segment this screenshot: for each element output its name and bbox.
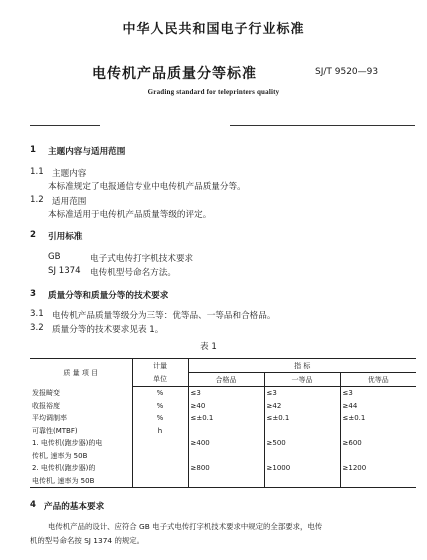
column-header-unit: 计量 xyxy=(132,359,188,373)
table-cell-grade-b xyxy=(264,425,340,438)
reference-code: SJ 1374 xyxy=(48,266,81,276)
table-row xyxy=(30,437,416,450)
section-3-2-text: 质量分等的技术要求见表 1。 xyxy=(52,325,164,335)
quality-table xyxy=(30,358,416,488)
standard-code: SJ/T 9520—93 xyxy=(315,67,379,77)
reference-title: 电子式电传打字机技术要求 xyxy=(90,254,194,264)
column-header-grade-first: 一等品 xyxy=(264,373,340,387)
table-cell-grade-c: ≥1200 xyxy=(342,464,367,473)
section-3-1-text: 电传机产品质量等级分为三等：优等品、一等品和合格品。 xyxy=(52,311,276,321)
table-cell-item: 电传机, 速率为 50B xyxy=(30,475,132,488)
section-1-heading: 主题内容与适用范围 xyxy=(48,147,126,157)
table-cell-grade-b: ≥1000 xyxy=(264,462,340,475)
table-row xyxy=(30,387,416,400)
table-cell-unit: % xyxy=(132,412,188,425)
table-cell-grade-b: ≤3 xyxy=(264,387,340,400)
table-cell-item: 平均调制率 xyxy=(30,412,132,425)
table-cell-grade-a xyxy=(188,425,264,438)
table-cell-item: 传机, 速率为 50B xyxy=(30,450,132,463)
reference-title: 电传机型号命名方法。 xyxy=(90,268,176,278)
table-cell-grade-c xyxy=(340,425,416,438)
reference-code: GB xyxy=(48,252,61,262)
table-cell-item: 收报裕度 xyxy=(30,400,132,413)
table-cell-unit xyxy=(132,462,188,475)
table-cell-grade-b: ≥500 xyxy=(264,437,340,450)
column-header-item: 质 量 项 目 xyxy=(30,359,132,387)
table-cell-grade-b: ≤±0.1 xyxy=(264,412,340,425)
column-header-grade-superior: 优等品 xyxy=(340,373,416,387)
divider-right xyxy=(230,125,415,126)
table-cell-unit xyxy=(132,475,188,488)
section-1-2-number: 1.2 xyxy=(30,195,44,205)
table-cell-unit xyxy=(132,437,188,450)
divider-left xyxy=(30,125,100,126)
table-cell-grade-c: ≤±0.1 xyxy=(342,414,366,423)
table-cell-grade-c: ≥600 xyxy=(342,439,362,448)
table-caption: 表 1 xyxy=(200,342,217,352)
section-1-2-heading: 适用范围 xyxy=(52,197,87,207)
table-cell-grade-c: ≥44 xyxy=(342,401,358,410)
section-1-1-text: 本标准规定了电报通信专业中电传机产品质量分等。 xyxy=(48,182,246,192)
column-header-grade-qualified: 合格品 xyxy=(188,373,264,387)
table-cell-grade-b xyxy=(264,475,340,488)
section-3-heading: 质量分等和质量分等的技术要求 xyxy=(48,291,169,301)
table-cell-grade-b xyxy=(264,450,340,463)
table-row xyxy=(30,475,416,488)
document-title: 电传机产品质量分等标准 xyxy=(92,66,257,82)
table-cell-item: 1. 电传机(跑步器)的电 xyxy=(30,437,132,450)
section-3-2-number: 3.2 xyxy=(30,323,44,333)
table-cell-grade-a: ≥40 xyxy=(188,400,264,413)
section-4-text-line-1: 电传机产品的设计、应符合 GB 电子式电传打字机技术要求中规定的全部要求，电传 xyxy=(48,522,323,531)
section-2-heading: 引用标准 xyxy=(48,232,83,242)
table-cell-item: 可靠性(MTBF) xyxy=(30,425,132,438)
table-row xyxy=(30,462,416,475)
table-row xyxy=(30,412,416,425)
section-4-text-line-2: 机的型号命名按 SJ 1374 的规定。 xyxy=(30,536,145,545)
table-cell-item: 发报畸变 xyxy=(30,387,132,400)
table-row xyxy=(30,450,416,463)
table-row xyxy=(30,425,416,438)
section-4-number: 4 xyxy=(30,500,36,510)
section-1-1-number: 1.1 xyxy=(30,167,44,177)
document-header: 中华人民共和国电子行业标准 xyxy=(122,22,305,37)
table-cell-unit: % xyxy=(132,400,188,413)
column-header-unit-2: 单位 xyxy=(132,373,188,387)
table-cell-grade-a xyxy=(188,450,264,463)
table-cell-grade-a: ≤3 xyxy=(188,387,264,400)
table-cell-unit: % xyxy=(132,387,188,400)
table-cell-grade-c xyxy=(340,475,416,488)
table-cell-item: 2. 电传机(跑步器)的 xyxy=(30,462,132,475)
table-cell-grade-a xyxy=(188,475,264,488)
section-1-2-text: 本标准适用于电传机产品质量等级的评定。 xyxy=(48,210,212,220)
table-cell-grade-c xyxy=(340,450,416,463)
table-cell-unit xyxy=(132,450,188,463)
section-3-number: 3 xyxy=(30,289,36,299)
table-cell-grade-b: ≥42 xyxy=(264,400,340,413)
column-header-index: 指 标 xyxy=(188,359,416,373)
section-4-heading: 产品的基本要求 xyxy=(44,502,105,512)
table-cell-unit: h xyxy=(132,425,188,438)
table-cell-grade-c: ≤3 xyxy=(342,389,353,398)
section-2-number: 2 xyxy=(30,230,36,240)
table-row xyxy=(30,400,416,413)
section-1-number: 1 xyxy=(30,145,36,155)
table-cell-grade-a: ≤±0.1 xyxy=(188,412,264,425)
table-cell-grade-a: ≥400 xyxy=(188,437,264,450)
section-3-1-number: 3.1 xyxy=(30,309,44,319)
table-cell-grade-a: ≥800 xyxy=(188,462,264,475)
section-1-1-heading: 主题内容 xyxy=(52,169,87,179)
english-subtitle: Grading standard for teleprinters quality xyxy=(147,88,280,96)
